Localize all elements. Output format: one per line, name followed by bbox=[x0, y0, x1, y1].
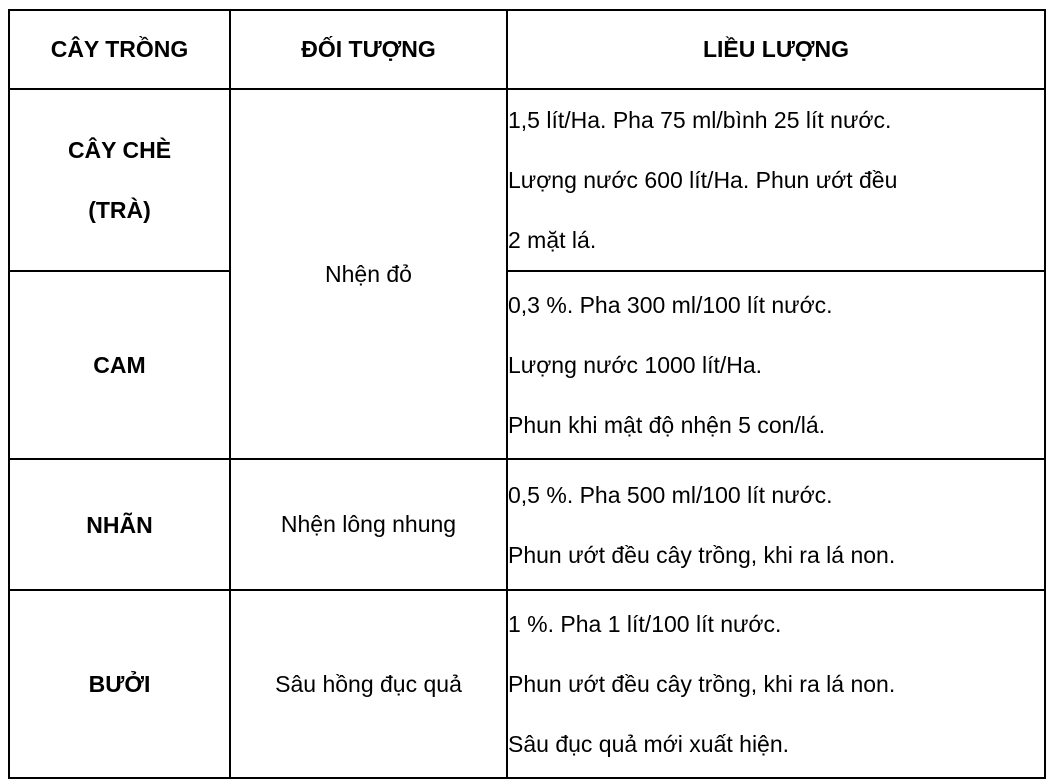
target-cell: Nhện đỏ bbox=[230, 89, 507, 459]
crop-label: CAM bbox=[93, 352, 146, 378]
crop-cell bbox=[9, 271, 230, 459]
dosage-line: Sâu đục quả mới xuất hiện. bbox=[508, 731, 790, 757]
table-row bbox=[9, 459, 1045, 590]
dosage-line: Lượng nước 600 lít/Ha. Phun ướt đều bbox=[508, 167, 898, 193]
dosage-cell bbox=[507, 459, 1045, 590]
dosage-cell bbox=[507, 590, 1045, 778]
dosage-line: Lượng nước 1000 lít/Ha. bbox=[508, 352, 763, 378]
dosage-cell bbox=[507, 89, 1045, 271]
dosage-line: Phun ướt đều cây trồng, khi ra lá non. bbox=[508, 541, 896, 568]
header-crop: CÂY TRỒNG bbox=[9, 10, 230, 89]
dosage-line: 0,5 %. Pha 500 ml/100 lít nước. bbox=[508, 481, 833, 508]
table-row bbox=[9, 590, 1045, 778]
crop-label: NHÃN bbox=[86, 511, 153, 538]
crop-label: CÂY CHÈ bbox=[67, 137, 172, 163]
dosage-table bbox=[8, 9, 1046, 779]
crop-cell bbox=[9, 590, 230, 778]
dosage-line: 0,3 %. Pha 300 ml/100 lít nước. bbox=[508, 292, 833, 318]
dosage-cell bbox=[507, 271, 1045, 459]
dosage-line: 2 mặt lá. bbox=[508, 227, 597, 253]
crop-label: BƯỞI bbox=[88, 671, 151, 697]
header-target: ĐỐI TƯỢNG bbox=[230, 10, 507, 89]
header-row bbox=[9, 10, 1045, 89]
crop-cell bbox=[9, 89, 230, 271]
table-row bbox=[9, 271, 1045, 459]
header-dosage: LIỀU LƯỢNG bbox=[507, 10, 1045, 89]
crop-label: (TRÀ) bbox=[88, 197, 151, 223]
dosage-line: 1,5 lít/Ha. Pha 75 ml/bình 25 lít nước. bbox=[508, 107, 892, 133]
dosage-line: Phun ướt đều cây trồng, khi ra lá non. bbox=[508, 671, 896, 697]
target-cell: Sâu hồng đục quả bbox=[230, 590, 507, 778]
crop-cell bbox=[9, 459, 230, 590]
target-cell: Nhện lông nhung bbox=[230, 459, 507, 590]
table-row bbox=[9, 89, 1045, 271]
dosage-line: 1 %. Pha 1 lít/100 lít nước. bbox=[508, 611, 782, 637]
dosage-line: Phun khi mật độ nhện 5 con/lá. bbox=[508, 412, 826, 438]
